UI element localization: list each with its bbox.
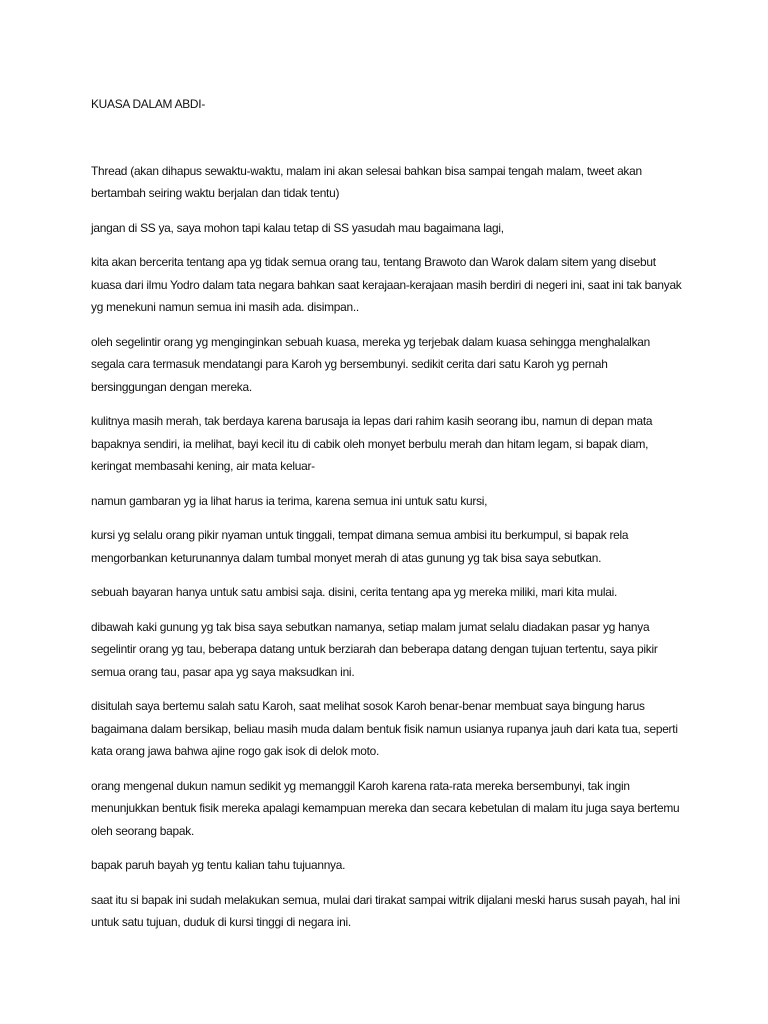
- title-spacer: [91, 116, 686, 160]
- paragraph: dibawah kaki gunung yg tak bisa saya sebutkan namanya, setiap malam jumat selalu diadakan pasar yg hanya segelintir orang yg tau, beberapa datang untuk berziarah dan beberapa datang dengan tujuan tertentu, saya pikir semua orang tau, pasar apa yg saya maksudkan ini.: [91, 619, 658, 679]
- document-body: [91, 93, 686, 946]
- paragraph: kulitnya masih merah, tak berdaya karena barusaja ia lepas dari rahim kasih seorang ibu, namun di depan mata bapaknya sendiri, ia melihat, bayi kecil itu di cabik oleh monyet berbulu merah dan hitam legam, si bapak diam, keringat membasahi kening, air mata keluar-: [91, 414, 653, 473]
- paragraph: namun gambaran yg ia lihat harus ia terima, karena semua ini untuk satu kursi,: [91, 493, 488, 508]
- paragraph: orang mengenal dukun namun sedikit yg memanggil Karoh karena rata-rata mereka bersembunyi, tak ingin menunjukkan bentuk fisik mereka apalagi kemampuan mereka dan secara kebetulan di malam itu juga saya bertemu oleh seorang bapak.: [91, 778, 680, 838]
- paragraph: saat itu si bapak ini sudah melakukan semua, mulai dari tirakat sampai witrik dijalani meski harus susah payah, hal ini untuk satu tujuan, duduk di kursi tinggi di negara ini.: [91, 892, 680, 929]
- paragraph: Thread (akan dihapus sewaktu-waktu, malam ini akan selesai bahkan bisa sampai tengah malam, tweet akan bertambah seiring waktu berjalan dan tidak tentu): [91, 163, 642, 200]
- paragraph: kita akan bercerita tentang apa yg tidak semua orang tau, tentang Brawoto dan Warok dalam sitem yang disebut kuasa dari ilmu Yodro dalam tata negara bahkan saat kerajaan-kerajaan masih berdiri di negeri ini, saat ini tak banyak yg menekuni namun semua ini masih ada. disimpan..: [91, 255, 682, 314]
- paragraph: oleh segelintir orang yg menginginkan sebuah kuasa, mereka yg terjebak dalam kuasa sehingga menghalalkan segala cara termasuk mendatangi para Karoh yg bersembunyi. sedikit cerita dari satu Karoh yg pernah bersinggungan dengan mereka.: [91, 334, 650, 394]
- document-title: KUASA DALAM ABDI-: [91, 97, 206, 111]
- paragraph: disitulah saya bertemu salah satu Karoh, saat melihat sosok Karoh benar-benar membuat saya bingung harus bagaimana dalam bersikap, beliau masih muda dalam bentuk fisik namun usianya rupanya jauh dari kata tua, seperti kata orang jawa bahwa ajine rogo gak isok di delok moto.: [91, 699, 678, 758]
- paragraph: jangan di SS ya, saya mohon tapi kalau tetap di SS yasudah mau bagaimana lagi,: [91, 220, 504, 235]
- paragraph: sebuah bayaran hanya untuk satu ambisi saja. disini, cerita tentang apa yg mereka miliki, mari kita mulai.: [91, 585, 618, 599]
- paragraph: kursi yg selalu orang pikir nyaman untuk tinggali, tempat dimana semua ambisi itu berkumpul, si bapak rela mengorbankan keturunannya dalam tumbal monyet merah di atas gunung yg tak bisa saya sebutkan.: [91, 528, 629, 565]
- paragraph: bapak paruh bayah yg tentu kalian tahu tujuannya.: [91, 858, 346, 872]
